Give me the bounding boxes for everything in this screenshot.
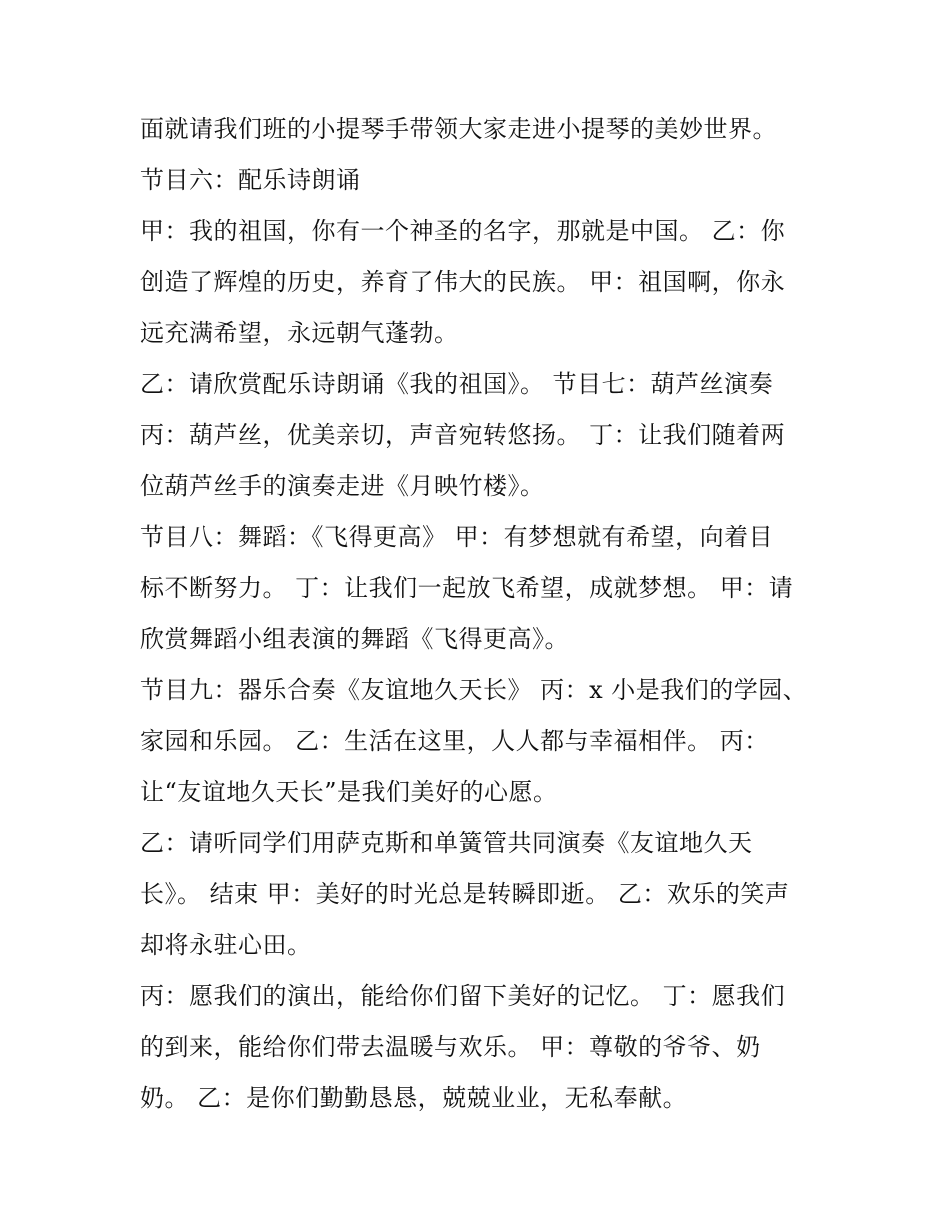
text-line: 丙：愿我们的演出，能给你们留下美好的记忆。 丁：愿我们 bbox=[140, 982, 786, 1010]
text-line: 奶。 乙：是你们勤勤恳恳，兢兢业业，无私奉献。 bbox=[140, 1084, 688, 1112]
text-line: 面就请我们班的小提琴手带领大家走进小提琴的美妙世界。 bbox=[140, 115, 777, 143]
body-text bbox=[140, 104, 820, 1124]
text-line: 甲：我的祖国，你有一个神圣的名字，那就是中国。 乙：你 bbox=[140, 217, 786, 245]
text-line: 欣赏舞蹈小组表演的舞蹈《飞得更高》。 bbox=[140, 625, 569, 653]
text-line: 让“友谊地久天长”是我们美好的心愿。 bbox=[140, 778, 558, 806]
text-line: 标不断努力。 丁：让我们一起放飞希望，成就梦想。 甲：请 bbox=[140, 574, 794, 602]
text-line: 创造了辉煌的历史，养育了伟大的民族。 甲：祖国啊，你永 bbox=[140, 268, 786, 296]
text-line: 位葫芦丝手的演奏走进《月映竹楼》。 bbox=[140, 472, 545, 500]
text-line: 的到来，能给你们带去温暖与欢乐。 甲：尊敬的爷爷、奶 bbox=[140, 1033, 761, 1061]
text-line: 节目六：配乐诗朗诵 bbox=[140, 166, 361, 194]
text-line: 远充满希望，永远朝气蓬勃。 bbox=[140, 319, 459, 347]
text-line: 节目八：舞蹈：《飞得更高》 甲：有梦想就有希望，向着目 bbox=[140, 523, 774, 551]
text-line: 乙：请听同学们用萨克斯和单簧管共同演奏《友谊地久天 bbox=[140, 829, 753, 857]
text-line: 乙：请欣赏配乐诗朗诵《我的祖国》。 节目七：葫芦丝演奏 bbox=[140, 370, 774, 398]
text-line: 家园和乐园。 乙：生活在这里，人人都与幸福相伴。 丙： bbox=[140, 727, 769, 755]
text-line: 却将永驻心田。 bbox=[140, 931, 312, 959]
text-line: 节目九：器乐合奏《友谊地久天长》 丙：x 小是我们的学园、 bbox=[140, 676, 808, 704]
text-line: 长》。 结束 甲：美好的时光总是转瞬即逝。 乙：欢乐的笑声 bbox=[140, 880, 790, 908]
text-line: 丙：葫芦丝，优美亲切，声音宛转悠扬。 丁：让我们随着两 bbox=[140, 421, 786, 449]
